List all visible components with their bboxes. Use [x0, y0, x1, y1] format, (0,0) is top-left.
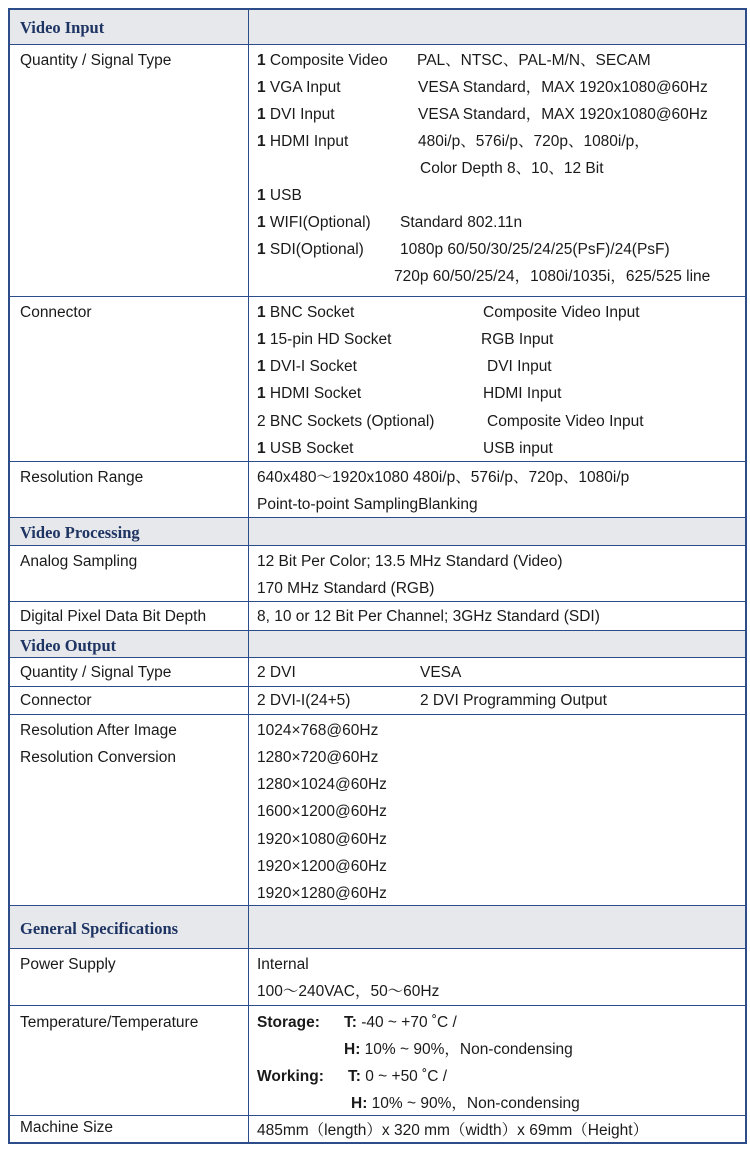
output-quantity-spec: VESA: [420, 664, 462, 681]
connector-item: 2 BNC Sockets (Optional): [257, 413, 435, 430]
spec-sdi-720p: 720p 60/50/25/24，1080i/1035i，625/525 line: [394, 268, 711, 285]
connector-item: 1 BNC Socket: [257, 304, 355, 321]
connector-desc: DVI Input: [487, 358, 552, 375]
section-title: Video Input: [20, 18, 105, 37]
section-header-video-output: [10, 630, 745, 657]
row-label: Resolution Conversion: [20, 749, 176, 766]
output-quantity-value: 2 DVI: [257, 664, 296, 681]
resolution-item: 1024×768@60Hz: [257, 722, 379, 739]
value-usb: 1 USB: [257, 187, 302, 204]
spec-hdmi: 480i/p、576i/p、720p、1080i/p，: [418, 133, 650, 150]
row-digital-bit-depth: [10, 601, 745, 630]
connector-desc: HDMI Input: [483, 385, 562, 402]
row-power-supply: [10, 948, 745, 1005]
connector-item: 1 DVI-I Socket: [257, 358, 357, 375]
section-title: Video Output: [20, 636, 117, 655]
resolution-item: 1280×720@60Hz: [257, 749, 379, 766]
resolution-item: 1920×1080@60Hz: [257, 831, 387, 848]
spec-wifi: Standard 802.11n: [400, 214, 523, 231]
specification-table: [8, 8, 747, 1144]
connector-desc: RGB Input: [481, 331, 554, 348]
spec-hdmi-color-depth: Color Depth 8、10、12 Bit: [420, 160, 604, 177]
row-temperature: [10, 1005, 745, 1115]
working-label: Working:: [257, 1068, 324, 1085]
row-label: Temperature/Temperature: [20, 1014, 199, 1031]
storage-temperature: T: -40 ~ +70 ˚C /: [344, 1014, 457, 1031]
row-resolution-range: [10, 461, 745, 517]
spec-dvi: VESA Standard，MAX 1920x1080@60Hz: [418, 106, 708, 123]
section-header-video-input: [10, 10, 745, 44]
row-label: Machine Size: [20, 1119, 114, 1136]
resolution-item: 1920×1280@60Hz: [257, 885, 387, 902]
spec-sdi: 1080p 60/50/30/25/24/25(PsF)/24(PsF): [400, 241, 670, 258]
value-sdi: 1 SDI(Optional): [257, 241, 364, 258]
row-label: Resolution After Image: [20, 722, 177, 739]
row-label: Quantity / Signal Type: [20, 52, 172, 69]
resolution-item: 1600×1200@60Hz: [257, 803, 387, 820]
section-header-general: [10, 905, 745, 948]
row-analog-sampling: [10, 545, 745, 601]
row-output-quantity: [10, 657, 745, 686]
section-title: Video Processing: [20, 523, 140, 542]
connector-item: 1 HDMI Socket: [257, 385, 362, 402]
row-output-resolutions: [10, 714, 745, 905]
resolution-sampling: Point-to-point SamplingBlanking: [257, 496, 478, 513]
row-label: Quantity / Signal Type: [20, 664, 172, 681]
row-machine-size: [10, 1115, 745, 1142]
output-connector-spec: 2 DVI Programming Output: [420, 692, 607, 709]
connector-desc: Composite Video Input: [487, 413, 644, 430]
value-composite: 1 Composite Video: [257, 52, 388, 69]
row-label: Analog Sampling: [20, 553, 138, 570]
resolution-item: 1280×1024@60Hz: [257, 776, 387, 793]
section-title: General Specifications: [20, 919, 179, 938]
power-range: 100～240VAC，50～60Hz: [257, 983, 440, 1000]
section-header-video-processing: [10, 517, 745, 545]
connector-desc: Composite Video Input: [483, 304, 640, 321]
analog-value-rgb: 170 MHz Standard (RGB): [257, 580, 435, 597]
spec-vga: VESA Standard，MAX 1920x1080@60Hz: [418, 79, 708, 96]
connector-item: 1 15-pin HD Socket: [257, 331, 392, 348]
value-hdmi: 1 HDMI Input: [257, 133, 349, 150]
storage-label: Storage:: [257, 1014, 320, 1031]
working-temperature: T: 0 ~ +50 ˚C /: [348, 1068, 448, 1085]
row-label: Resolution Range: [20, 469, 144, 486]
resolution-range-value: 640x480～1920x1080 480i/p、576i/p、720p、1080i/p: [257, 469, 630, 486]
row-input-connector: [10, 296, 745, 461]
value-vga: 1 VGA Input: [257, 79, 341, 96]
value-dvi: 1 DVI Input: [257, 106, 335, 123]
row-output-connector: [10, 686, 745, 714]
machine-size-value: 485mm（length）x 320 mm（width）x 69mm（Height）: [257, 1122, 649, 1139]
digital-value: 8, 10 or 12 Bit Per Channel; 3GHz Standard (SDI): [257, 608, 600, 625]
power-type: Internal: [257, 956, 309, 973]
analog-value: 12 Bit Per Color; 13.5 MHz Standard (Video): [257, 553, 563, 570]
row-input-quantity: [10, 44, 745, 296]
row-label: Power Supply: [20, 956, 116, 973]
connector-desc: USB input: [483, 440, 553, 457]
spec-composite: PAL、NTSC、PAL-M/N、SECAM: [417, 52, 651, 69]
storage-humidity: H: 10% ~ 90%，Non-condensing: [344, 1041, 573, 1058]
row-label: Connector: [20, 692, 92, 709]
output-connector-value: 2 DVI-I(24+5): [257, 692, 351, 709]
row-label: Connector: [20, 304, 92, 321]
working-humidity: H: 10% ~ 90%，Non-condensing: [351, 1095, 580, 1112]
row-label: Digital Pixel Data Bit Depth: [20, 608, 207, 625]
resolution-item: 1920×1200@60Hz: [257, 858, 387, 875]
connector-item: 1 USB Socket: [257, 440, 354, 457]
value-wifi: 1 WIFI(Optional): [257, 214, 371, 231]
